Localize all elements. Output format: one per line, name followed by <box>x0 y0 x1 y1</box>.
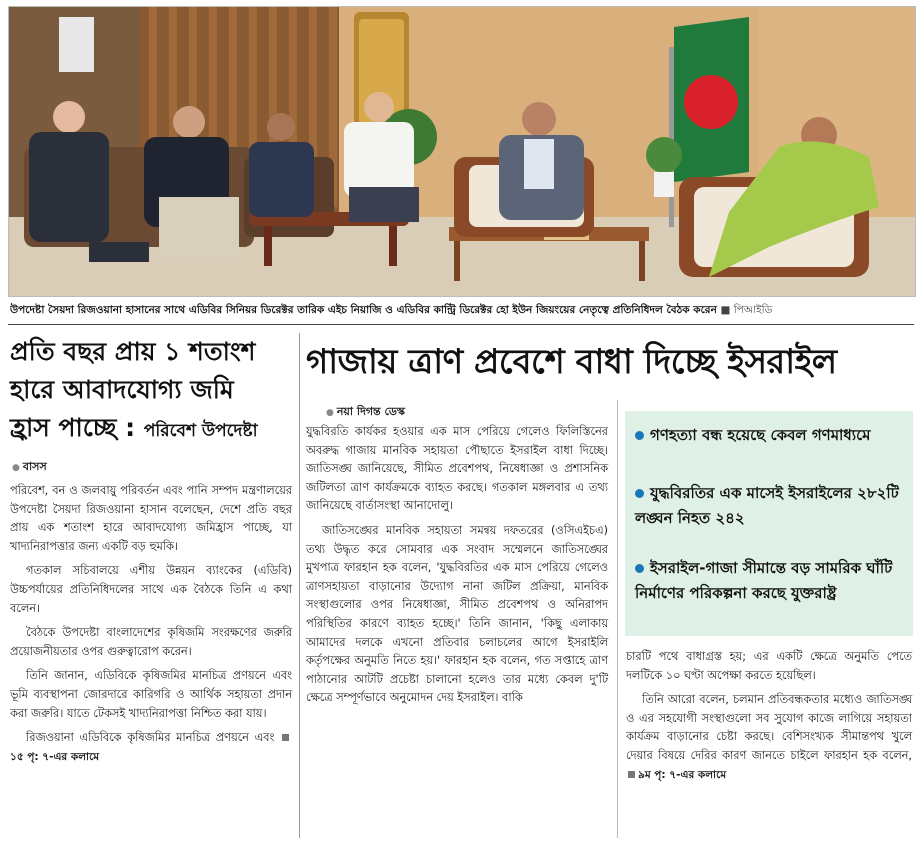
left-headline-line2: হারে আবাদযোগ্য জমি <box>10 375 234 404</box>
left-headline-sub: পরিবেশ উপদেষ্টা <box>143 421 258 441</box>
byline-bullet-icon: ● <box>12 463 20 473</box>
left-paragraph: পরিবেশ, বন ও জলবায়ু পরিবর্তন এবং পানি সম্পদ মন্ত্রণালয়ের উপদেষ্টা সৈয়দা রিজওয়ানা হাসান বলেছেন, দেশে প্রতি বছর প্রায় এক শতাংশ হারে আবাদযোগ্য জমিহ্রাস পাচ্ছে, যা খাদ্যনিরাপত্তার জন্য একটি বড় হুমকি। <box>10 484 292 553</box>
left-headline-line3 <box>10 409 295 450</box>
left-headline-line1: প্রতি বছর প্রায় ১ শতাংশ <box>10 337 256 366</box>
left-headline-line3-text: হ্রাস পাচ্ছে : <box>10 413 136 442</box>
main-story-col2 <box>626 648 912 790</box>
left-story-byline <box>12 458 47 477</box>
main-paragraph: যুদ্ধবিরতি কার্যকর হওয়ার এক মাস পেরিয়ে গেলেও ফিলিস্তিনের অবরুদ্ধ গাজায় মানবিক সহায়তা পৌছাতে ইসরাইল বাধা দিচ্ছে। জাতিসঙ্ঘ জানিয়েছে, সীমিত প্রবেশপথ, নিষেধাজ্ঞা ও প্রশাসনিক জটিলতা ত্রাণ কার্যক্রমকে ব্যাহত করছে। গতকাল মঙ্গলবার এ তথ্য জানিয়েছে বার্তাসংস্থা আনাদোলু। <box>306 425 608 513</box>
main-byline-text: নয়া দিগন্ত ডেস্ক <box>336 405 405 418</box>
left-byline-text: বাসস <box>22 460 47 473</box>
left-jump-text: ১৫ পৃ: ৭-এর কলামে <box>10 750 100 763</box>
highlight-box <box>625 411 913 636</box>
left-paragraph-last <box>10 729 292 766</box>
main-story-byline <box>326 403 405 422</box>
left-paragraph-text: রিজওয়ানা এডিবিকে কৃষিজমির মানচিত্র প্রণয়নে এবং <box>26 731 275 745</box>
jump-square-icon <box>282 734 289 741</box>
main-paragraph-text: তিনি আরো বলেন, চলমান প্রতিবন্ধকতার মধ্যেও জাতিসঙ্ঘ ও এর সহযোগী সংস্থাগুলো সব সুযোগ কাজে লাগিয়ে সহায়তা কার্যক্রম বাড়ানোর চেষ্টা করছে। বেশিসংখ্যক সীমান্তপথ খুলে দেয়ার বিষয়ে দেরির কারণ জানতে চাইলে ফারহান হক বলেন, <box>626 693 912 762</box>
left-paragraph: তিনি জানান, এডিবিকে কৃষিজমির মানচিত্র প্রণয়নে এবং ভূমি ব্যবস্থাপনা জোরদারে কারিগরি ও আর্থিক সহায়তা প্রদান করা জরুরি। যাতে টেকসই খাদ্যনিরাপত্তা নিশ্চিত করা যায়। <box>10 669 292 720</box>
main-story-headline: গাজায় ত্রাণ প্রবেশে বাধা দিচ্ছে ইসরাইল <box>306 342 837 382</box>
byline-bullet-icon: ● <box>326 408 334 418</box>
main-jump-text: ৯ম পৃ: ৭-এর কলামে <box>638 768 727 781</box>
main-paragraph: জাতিসঙ্ঘের মানবিক সহায়তা সমন্বয় দফতরের (ওসিএইচএ) তথ্য উদ্ধৃত করে সোমবার এক সংবাদ সম্মেলনে জাতিসঙ্ঘের মুখপাত্র ফারহান হক বলেন, 'যুদ্ধবিরতির এক মাস পেরিয়ে গেলেও ত্রাণসহায়তা বাড়ানোর উদ্যোগ নানা জটিল প্রক্রিয়া, মানবিক সংস্থাগুলোর ওপর নিষেধাজ্ঞা, সীমিত প্রবেশপথ ও অনিরাপদ পরিস্থিতির কারণে ব্যাহত হচ্ছে।' তিনি জানান, 'কিছু এলাকায় আমাদের দলকে এখনো প্রতিবার চলাচলের আগে ইসরাইলি কর্তৃপক্ষের অনুমতি নিতে হয়।' ফারহান হক বলেন, গত সপ্তাহে ত্রাণ পাঠানোর আটটি প্রচেষ্টা চালানো হলেও তার মধ্যে কেবল দু'টি ক্ষেত্রে সম্পূর্ণভাবে অনুমোদন দেয় ইসরাইল। বাকি <box>306 523 608 705</box>
left-paragraph: গতকাল সচিবালয়ে এশীয় উন্নয়ন ব্যাংকের (এডিবি) উচ্চপর্যায়ের প্রতিনিধিদলের সাথে এক বৈঠকে তিনি এ কথা বলেন। <box>10 564 292 615</box>
main-story-col1 <box>306 423 608 714</box>
bullet-dot-icon <box>635 431 644 440</box>
column-divider <box>617 400 618 838</box>
highlight-text: ইসরাইল-গাজা সীমান্তে বড় সামরিক ঘাঁটি নির্মাণের পরিকল্পনা করছে যুক্তরাষ্ট্র <box>635 559 893 602</box>
main-jump-link[interactable] <box>626 769 726 781</box>
main-paragraph-last <box>626 691 912 784</box>
left-story-body <box>10 482 292 772</box>
photo-credit: ■ পিআইডি <box>720 304 773 316</box>
highlight-item <box>635 481 907 531</box>
left-story-headline <box>10 333 295 450</box>
bullet-dot-icon <box>635 564 644 573</box>
photo-caption <box>10 303 914 319</box>
photo-caption-text: উপদেষ্টা সৈয়দা রিজওয়ানা হাসানের সাথে এডিবির সিনিয়র ডিরেক্টর তারিক এইচ নিয়াজি ও এডিবির কান্ট্রি ডিরেক্টর হো ইউন জিয়ংয়ের নেতৃত্বে প্রতিনিধিদল বৈঠক করেন <box>10 304 717 316</box>
highlight-text: গণহত্যা বন্ধ হয়েছে কেবল গণমাধ্যমে <box>650 426 871 444</box>
highlight-text: যুদ্ধবিরতির এক মাসেই ইসরাইলের ২৮২টি লঙ্ঘন নিহত ২৪২ <box>635 484 899 527</box>
news-photo <box>8 6 916 297</box>
bullet-dot-icon <box>635 489 644 498</box>
jump-square-icon <box>628 771 635 778</box>
left-paragraph: বৈঠকে উপদেষ্টা বাংলাদেশের কৃষিজমি সংরক্ষণের জরুরি প্রয়োজনীয়তার ওপর গুরুত্বারোপ করেন। <box>10 626 292 658</box>
highlight-item <box>635 556 907 606</box>
main-paragraph: চারটি পথে বাধাগ্রস্ত হয়; এর একটি ক্ষেত্রে অনুমতি পেতে দলটিকে ১০ ঘণ্টা অপেক্ষা করতে হয়েছিল। <box>626 650 912 682</box>
highlight-item <box>635 423 907 448</box>
section-divider <box>8 324 914 325</box>
photo-credit-text: পিআইডি <box>733 304 773 316</box>
column-divider <box>299 333 300 838</box>
